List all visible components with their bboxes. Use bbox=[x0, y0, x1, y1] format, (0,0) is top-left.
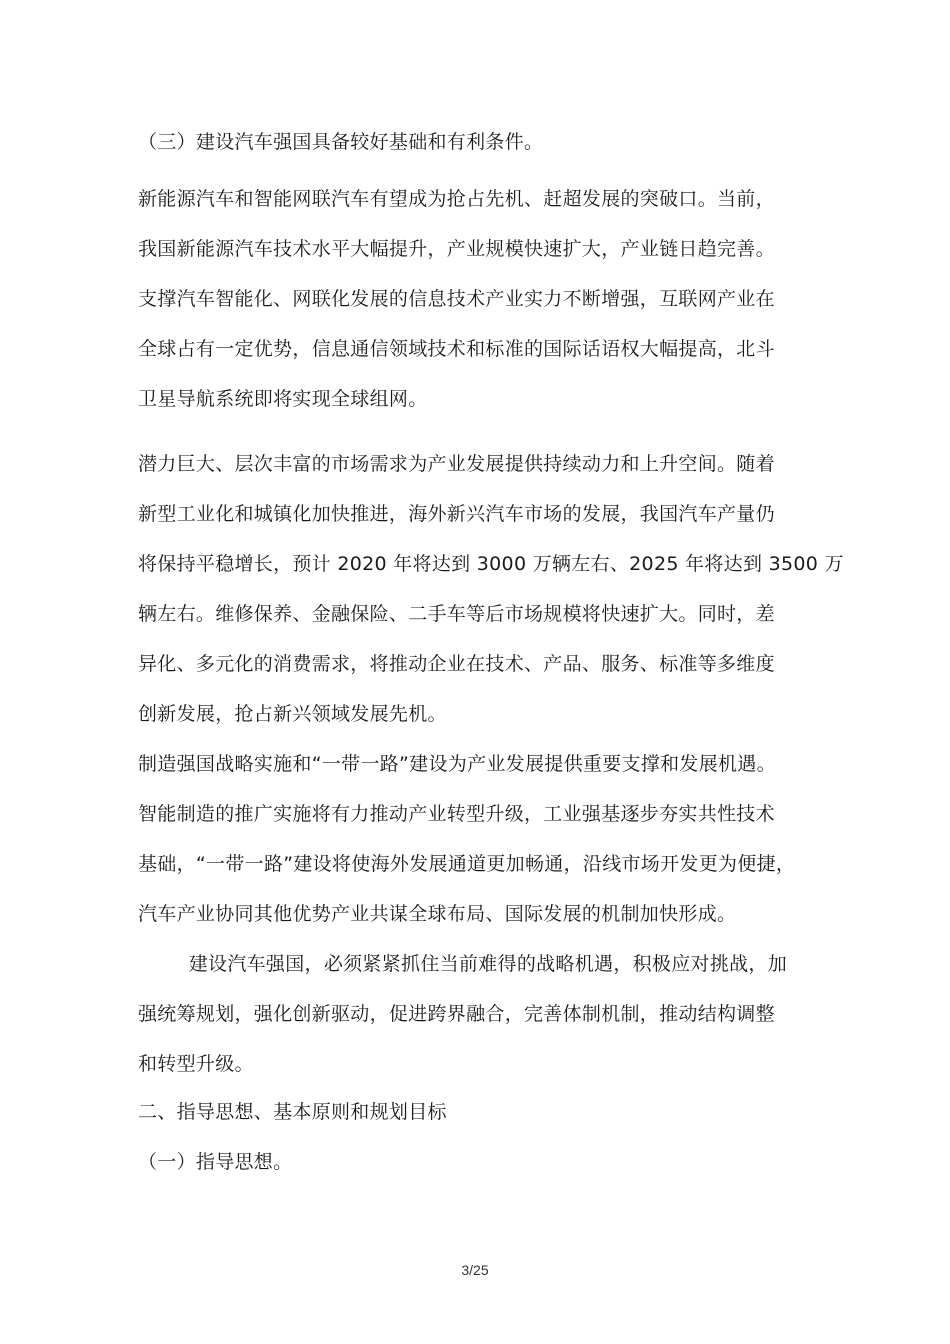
paragraph-line: 和转型升级。 bbox=[138, 1053, 254, 1075]
paragraph-line: 新型工业化和城镇化加快推进，海外新兴汽车市场的发展，我国汽车产量仍 bbox=[138, 503, 775, 525]
paragraph-line: 建设汽车强国，必须紧紧抓住当前难得的战略机遇，积极应对挑战，加 bbox=[138, 953, 788, 975]
paragraph-line: 我国新能源汽车技术水平大幅提升，产业规模快速扩大，产业链日趋完善。 bbox=[138, 238, 775, 260]
page-number: 3/25 bbox=[461, 1262, 489, 1278]
paragraph-line: 基础，“一带一路”建设将使海外发展通道更加畅通，沿线市场开发更为便捷， bbox=[138, 853, 796, 875]
paragraph-line: 异化、多元化的消费需求，将推动企业在技术、产品、服务、标准等多维度 bbox=[138, 653, 775, 675]
paragraph-line: 全球占有一定优势，信息通信领域技术和标准的国际话语权大幅提高，北斗 bbox=[138, 338, 775, 360]
paragraph-line: 制造强国战略实施和“一带一路”建设为产业发展提供重要支撑和发展机遇。 bbox=[138, 753, 776, 775]
paragraph-line: 卫星导航系统即将实现全球组网。 bbox=[138, 388, 428, 410]
paragraph-belt-and-road bbox=[138, 739, 795, 939]
paragraph-line: 潜力巨大、层次丰富的市场需求为产业发展提供持续动力和上升空间。随着 bbox=[138, 453, 775, 475]
paragraph-line: 创新发展，抢占新兴领域发展先机。 bbox=[138, 703, 447, 725]
paragraph-new-energy bbox=[138, 174, 775, 424]
paragraph-line: 支撑汽车智能化、网联化发展的信息技术产业实力不断增强，互联网产业在 bbox=[138, 288, 775, 310]
paragraph-line: 新能源汽车和智能网联汽车有望成为抢占先机、赶超发展的突破口。当前， bbox=[138, 188, 775, 210]
paragraph-line: 强统筹规划，强化创新驱动，促进跨界融合，完善体制机制，推动结构调整 bbox=[138, 1003, 775, 1025]
paragraph-market-demand bbox=[138, 439, 844, 739]
paragraph-line: 汽车产业协同其他优势产业共谋全球布局、国际发展的机制加快形成。 bbox=[138, 903, 737, 925]
paragraph-line: 智能制造的推广实施将有力推动产业转型升级，工业强基逐步夯实共性技术 bbox=[138, 803, 775, 825]
paragraph-line: 将保持平稳增长，预计 2020 年将达到 3000 万辆左右、2025 年将达到 3500 万 bbox=[138, 553, 844, 575]
paragraph-build-auto-power bbox=[138, 939, 787, 1089]
chapter-heading: 二、指导思想、基本原则和规划目标 bbox=[138, 1101, 447, 1123]
sub-heading: （一）指导思想。 bbox=[138, 1151, 293, 1173]
paragraph-line: 辆左右。维修保养、金融保险、二手车等后市场规模将快速扩大。同时，差 bbox=[138, 603, 775, 625]
page-content bbox=[138, 124, 844, 1173]
section-heading: （三）建设汽车强国具备较好基础和有利条件。 bbox=[138, 131, 544, 153]
